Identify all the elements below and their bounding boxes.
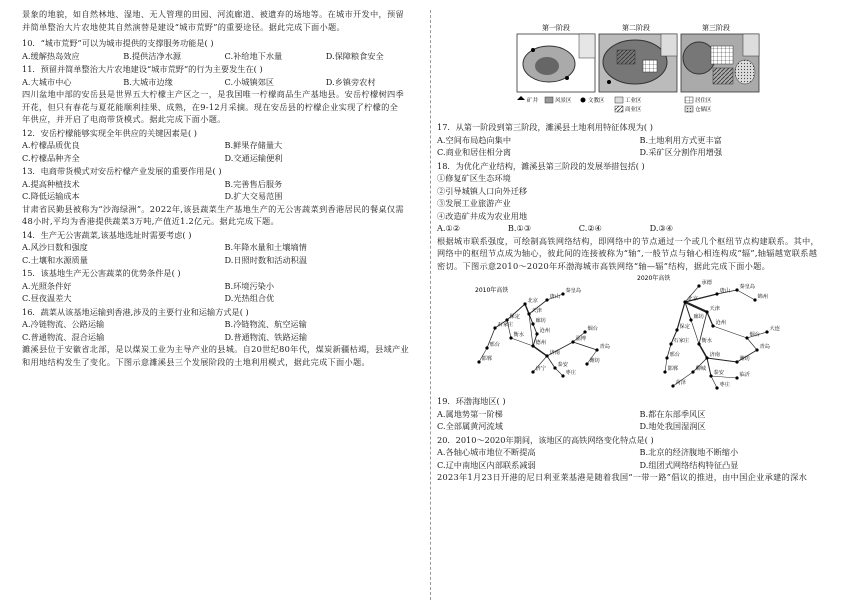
q12-stem: 12．安岳柠檬能够实现全年供应的关键因素是( ) [22,127,197,138]
net2010-node [585,362,588,365]
net2010-city-label: 青岛 [599,344,610,350]
intro-end-line-2: 并简单整治大片农地使其自然演替是建设“城市荒野”的重要途径。据此完成下面小题。 [22,21,346,32]
net2020-link [691,320,699,344]
net2020-node [735,376,738,379]
net2020-city-label: 保定 [679,324,690,330]
stage-label-3: 第三阶段 [702,24,730,32]
net2020-city-label: 锦州 [757,294,768,300]
q18-option-d[interactable]: D.③④ [649,223,674,233]
storage-swatch-icon [685,106,693,112]
network-intro-line-3: 密切。下图示意2010～2020年环渤海城市高铁网络“轴—辐”结构，据此完成下面小题。 [437,260,771,271]
q16-option-c[interactable]: C.普通物流、混合运输 [22,331,105,342]
q12-options [22,139,427,164]
net2010-node [493,326,496,329]
q13-options [22,178,427,203]
legend-label-education: 文教区 [588,98,605,104]
net2020-link [711,376,717,388]
net2020-link [707,312,713,326]
net2010-node [595,348,598,351]
net2020-node [715,386,718,389]
left-column [22,8,427,368]
q15-option-c[interactable]: C.昼夜温差大 [22,293,72,303]
net2020-city-label: 泰安 [713,370,724,376]
net2020-city-label: 青岛 [759,344,770,350]
q14-option-a[interactable]: A.风沙日数和强度 [22,242,88,252]
legend-mine [517,96,539,104]
net2010-node [485,346,488,349]
q16-stem: 16．蔬菜从该基地运输到香港,涉及的主要行业和运输方式是( ) [22,306,249,317]
net2020-link [711,376,737,378]
net2010-city-label: 泰安 [557,362,568,368]
q14-option-d[interactable]: D.日照时数和活动积温 [224,254,308,265]
legend-industry [615,96,642,104]
next-passage-line: 2023年1月23日开港的尼日利亚莱基港是随着我国“一带一路”倡议的推进，由中国企业承建的深水 [437,472,808,482]
legend-storage [685,105,712,113]
net2020-node [735,288,738,291]
net2020-city-label: 沧州 [715,320,726,326]
net2010-node [509,336,512,339]
net2020-link [707,358,737,362]
q13-option-b[interactable]: B.完善售后服务 [224,178,283,189]
q19-option-d[interactable]: D.地处我国湿润区 [639,421,706,431]
q14-stem: 14．生产无公害蔬菜,该基地选址时需要考虑( ) [22,229,192,240]
stage-label-2: 第二阶段 [622,24,650,32]
net2010-node [531,344,534,347]
q11-option-d[interactable]: D.乡镇旁农村 [325,76,376,87]
q17-option-c[interactable]: C.商业和居住相分离 [437,147,512,157]
network-2020 [663,278,779,390]
q16-options [22,318,427,343]
net2020-city-label: 大连 [769,326,780,332]
legend-education [581,96,606,104]
education-dot-icon [581,98,586,103]
q18-options [437,222,721,235]
net2020-node [689,318,692,321]
coal-intro-line-1: 濉溪县位于安徽省北部，是以煤炭工业为主导产业的县城。自20世纪80年代，煤炭新疆枯竭，县域产业 [22,344,409,354]
net2020-city-label: 邯郸 [667,366,678,372]
legend-label-mine: 矿井 [527,98,539,104]
q19-stem: 19．环渤海地区( ) [437,396,506,406]
net2020-city-label: 烟台 [749,332,760,338]
q19-option-c[interactable]: C.全部属黄河流域 [437,421,503,431]
net2010-node [531,322,534,325]
legend-commerce [615,105,642,113]
rail-network-figure [437,272,842,394]
q14-option-b[interactable]: B.年降水量和土壤墒情 [224,242,307,252]
legend-label-storage: 仓储区 [695,107,712,113]
net2010-city-label: 邢台 [489,342,500,348]
q11-options [22,76,427,89]
q18-option-c[interactable]: C.②④ [578,223,603,233]
q18-option-a[interactable]: A.①② [437,223,461,233]
net2020-city-label: 潍坊 [739,356,750,362]
net2010-city-label: 济宁 [535,366,546,372]
net2020-node [691,370,694,373]
q16-option-d[interactable]: D.普通物流、铁路运输 [224,331,308,342]
q20-option-c[interactable]: C.辽中南地区内部联系减弱 [437,459,536,470]
q17-option-a[interactable]: A.空间布局趋向集中 [437,134,512,145]
net2010-node [561,374,564,377]
intro-end-line-1: 景象的地貌，如自然林地、湿地、无人管理的田园、河流廊道、被遗弃的场地等。在城市开发中，预留 [22,9,404,19]
net2010-node [523,302,526,305]
legend-residential [685,96,712,104]
net2010-city-label: 秦皇岛 [565,288,582,294]
q14-option-c[interactable]: C.土壤和水源质量 [22,254,88,265]
net2020-node [765,330,768,333]
q18-item-3: ③发展工业旅游产业 [437,198,511,208]
q13-stem: 13．电商带货模式对安岳柠檬产业发展的重要作用是( ) [22,166,222,176]
q18-item-4: ④改造矿井成为农业用地 [437,210,528,221]
q15-options [22,280,427,305]
net2010-node [545,354,548,357]
q19-option-a[interactable]: A.属地势第一阶梯 [437,408,503,419]
net2020-city-label: 衡水 [701,338,712,344]
q15-option-a[interactable]: A.光照条件好 [22,280,72,291]
q11-stem: 11．预留并简单整治大片农地建设“城市荒野”的行为主要发生在( ) [22,64,263,74]
net2010-city-label: 唐山 [549,294,560,300]
net2010-node [545,298,548,301]
net2020-node [697,284,700,287]
q20-options [437,446,842,471]
net2010-city-label: 邯郸 [481,356,492,362]
right-column [437,20,842,484]
q10-option-a[interactable]: A.缓解热岛效应 [22,50,80,61]
stages-legend [517,96,712,113]
net2010-city-label: 潍坊 [589,358,600,364]
rail-network-svg [437,272,842,394]
net2020-city-label: 聊城 [695,366,706,372]
q10-option-c[interactable]: C.补给地下水量 [224,50,283,61]
q17-option-b[interactable]: B.土地利用方式更丰富 [639,134,722,145]
net2020-node [709,374,712,377]
legend-label-industry: 工业区 [625,98,642,104]
stage-label-1: 第一阶段 [542,24,570,32]
net2020-city-label: 承德 [701,280,712,286]
net2020-link [747,338,757,350]
q16-option-a[interactable]: A.冷链物流、公路运输 [22,319,105,329]
mine-icon [517,96,525,100]
net2010-link [547,356,555,368]
net2010-node [561,292,564,295]
net2010-city-label: 沧州 [539,328,550,334]
q16-option-b[interactable]: B.冷链物流、航空运输 [224,319,307,329]
network-2010 [477,286,609,378]
net2010-link [573,342,597,350]
net2010-node [531,370,534,373]
industry-swatch-icon [615,97,623,103]
q13-option-c[interactable]: C.降低运输成本 [22,191,80,201]
network-intro-line-1: 根据城市联系强度，可绘制高铁网络结构，即网络中的节点通过一个或几个枢纽节点构建联系。其中， [437,235,819,246]
net2020-node [683,300,686,303]
net2020-city-label: 枣庄 [719,382,730,388]
net2020-city-label: 秦皇岛 [739,284,756,290]
net2020-link [713,326,747,338]
net2020-node [711,324,714,327]
q12-option-b[interactable]: B.鲜果存储量大 [224,140,283,150]
net2020-node [755,348,758,351]
q12-option-a[interactable]: A.柠檬品质优良 [22,140,80,150]
q10-option-b[interactable]: B.提供洁净水源 [123,50,181,61]
net2020-node [663,370,666,373]
net2010-node [571,340,574,343]
q20-option-d[interactable]: D.组团式网络结构特征凸显 [639,459,739,470]
net2010-city-label: 廊坊 [535,318,546,324]
q19-option-b[interactable]: B.都在东部季风区 [639,408,706,419]
net2020-node [675,328,678,331]
net2020-city-label: 邢台 [669,352,680,358]
q18-option-b[interactable]: B.①③ [507,223,532,233]
q20-option-b[interactable]: B.北京的经济腹地不断缩小 [639,447,739,457]
net2010-link [511,338,533,346]
q11-option-a[interactable]: A.大城市中心 [22,76,72,87]
land-use-stages-svg [437,20,842,116]
legend-label-commerce: 商业区 [625,107,642,113]
residential-swatch-icon [685,97,693,103]
lemon-intro-line-1: 四川盆地中部的安岳县是世界五大柠檬主产区之一，是我国唯一柠檬商品生产基地县。安岳柠檬树四季 [22,89,404,99]
q17-stem: 17．从第一阶段到第三阶段，濉溪县土地利用特征体现为( ) [437,122,653,132]
q15-option-d[interactable]: D.光热组合优 [224,293,275,303]
net2010-city-label: 烟台 [587,326,598,332]
veg-intro-line-1: 甘肃省民勤县被称为“沙海绿洲”。2022年,该县蔬菜生产基地生产的无公害蔬菜到香港居民的餐桌仅需 [22,203,404,214]
q10-option-d[interactable]: D.保障粮食安全 [325,50,384,61]
net2010-node [527,312,530,315]
lemon-intro-line-3: 年供应，并开启了电商带货模式。据此完成下面小题。 [22,114,226,124]
commerce-swatch-icon [615,106,623,112]
net2010-link [533,346,547,356]
net2020-node [745,336,748,339]
q18-item-1: ①修复矿区生态环境 [437,173,511,183]
q15-option-b[interactable]: B.环境污染小 [224,280,275,291]
q18-stem: 18．为优化产业结构，濉溪县第三阶段的发展举措包括( ) [437,160,645,171]
stage-2-map [599,34,677,92]
q17-options [437,134,842,159]
net2020-node [665,356,668,359]
q10-stem: 10．“城市荒野”可以为城市提供的支撑服务功能是( ) [22,38,214,48]
q19-options [437,408,842,433]
q18-item-2: ②引导城镇人口向外迁移 [437,185,528,196]
net2010-city-label: 衡水 [513,332,524,338]
q13-option-a[interactable]: A.提高种植技术 [22,178,80,189]
legend-scenic [545,96,572,104]
land-use-stages-figure [437,20,842,116]
q20-stem: 20．2010～2020年期间，该地区的高铁网络变化特点是( ) [437,434,654,445]
net2020-city-label: 临沂 [739,372,750,378]
net2020-link [737,290,755,300]
net2010-node [535,332,538,335]
q14-options [22,241,427,266]
net2020-city-label: 北京 [687,296,698,302]
net2020-node [705,310,708,313]
net2010-node [583,330,586,333]
net2010-city-label: 北京 [527,298,538,304]
network-title-2020: 2020年高铁 [637,275,671,282]
net2010-city-label: 济南 [549,350,560,356]
net2020-city-label: 廊坊 [693,314,704,320]
net2020-city-label: 石家庄 [673,338,690,344]
q13-option-d[interactable]: D.扩大交易范围 [224,191,283,201]
legend-label-scenic: 风景区 [555,98,572,104]
net2020-city-label: 唐山 [719,288,730,294]
net2010-city-label: 保定 [509,314,520,320]
net2020-city-label: 菏泽 [675,380,686,386]
network-intro-line-2: 网络中的枢纽节点成为轴心，彼此间的连接被称为“轴”,一般节点与轴心相连构成“辐”,轴辐越宽联系越 [437,248,818,258]
net2010-city-label: 石家庄 [497,322,514,328]
stage-3-map [681,34,759,92]
legend-label-residential: 居住区 [695,98,712,104]
net2020-node [753,298,756,301]
net2020-city-label: 济南 [709,352,720,358]
q11-option-b[interactable]: B.大城市边缘 [123,76,173,87]
net2010-node [553,366,556,369]
lemon-intro-line-2: 开花，但只有春花与夏花能顺利挂果、成熟，在9-12月采摘。现在安岳县的柠檬企业实现了柠檬的全 [22,101,399,112]
net2010-city-label: 枣庄 [565,370,576,376]
net2010-node [477,360,480,363]
net2020-node [715,292,718,295]
column-divider [430,10,431,600]
net2020-link [699,344,707,358]
net2020-node [735,360,738,363]
net2010-city-label: 天津 [531,308,542,314]
net2020-node [669,342,672,345]
net2010-city-label: 淄博 [575,336,586,342]
scenic-swatch-icon [545,97,553,103]
coal-intro-line-2: 和用地结构发生了变化。下图示意濉溪县三个发展阶段的土地利用模式，据此完成下面小题。 [22,356,370,367]
q12-option-d[interactable]: D.交通运输便利 [224,152,283,163]
net2020-node [705,356,708,359]
veg-intro-line-2: 48小时,平均为香港提供蔬菜3万吨,产值近1.2亿元。据此完成下题。 [22,216,279,226]
net2010-link [555,368,563,376]
net2020-city-label: 天津 [709,306,720,312]
q15-stem: 15．该基地生产无公害蔬菜的优势条件是( ) [22,268,181,278]
net2020-link [707,358,711,376]
q17-option-d[interactable]: D.采矿区分割作用增强 [639,147,723,157]
q10-options [22,50,427,63]
q11-option-c[interactable]: C.小城镇郊区 [224,76,275,87]
net2020-node [671,384,674,387]
network-title-2010: 2010年高铁 [475,287,509,294]
q20-option-a[interactable]: A.各轴心城市地位不断提高 [437,447,536,457]
q12-option-c[interactable]: C.柠檬品种齐全 [22,152,80,163]
net2020-node [697,342,700,345]
net2010-city-label: 德州 [535,340,546,346]
stage-1-map [517,34,595,92]
